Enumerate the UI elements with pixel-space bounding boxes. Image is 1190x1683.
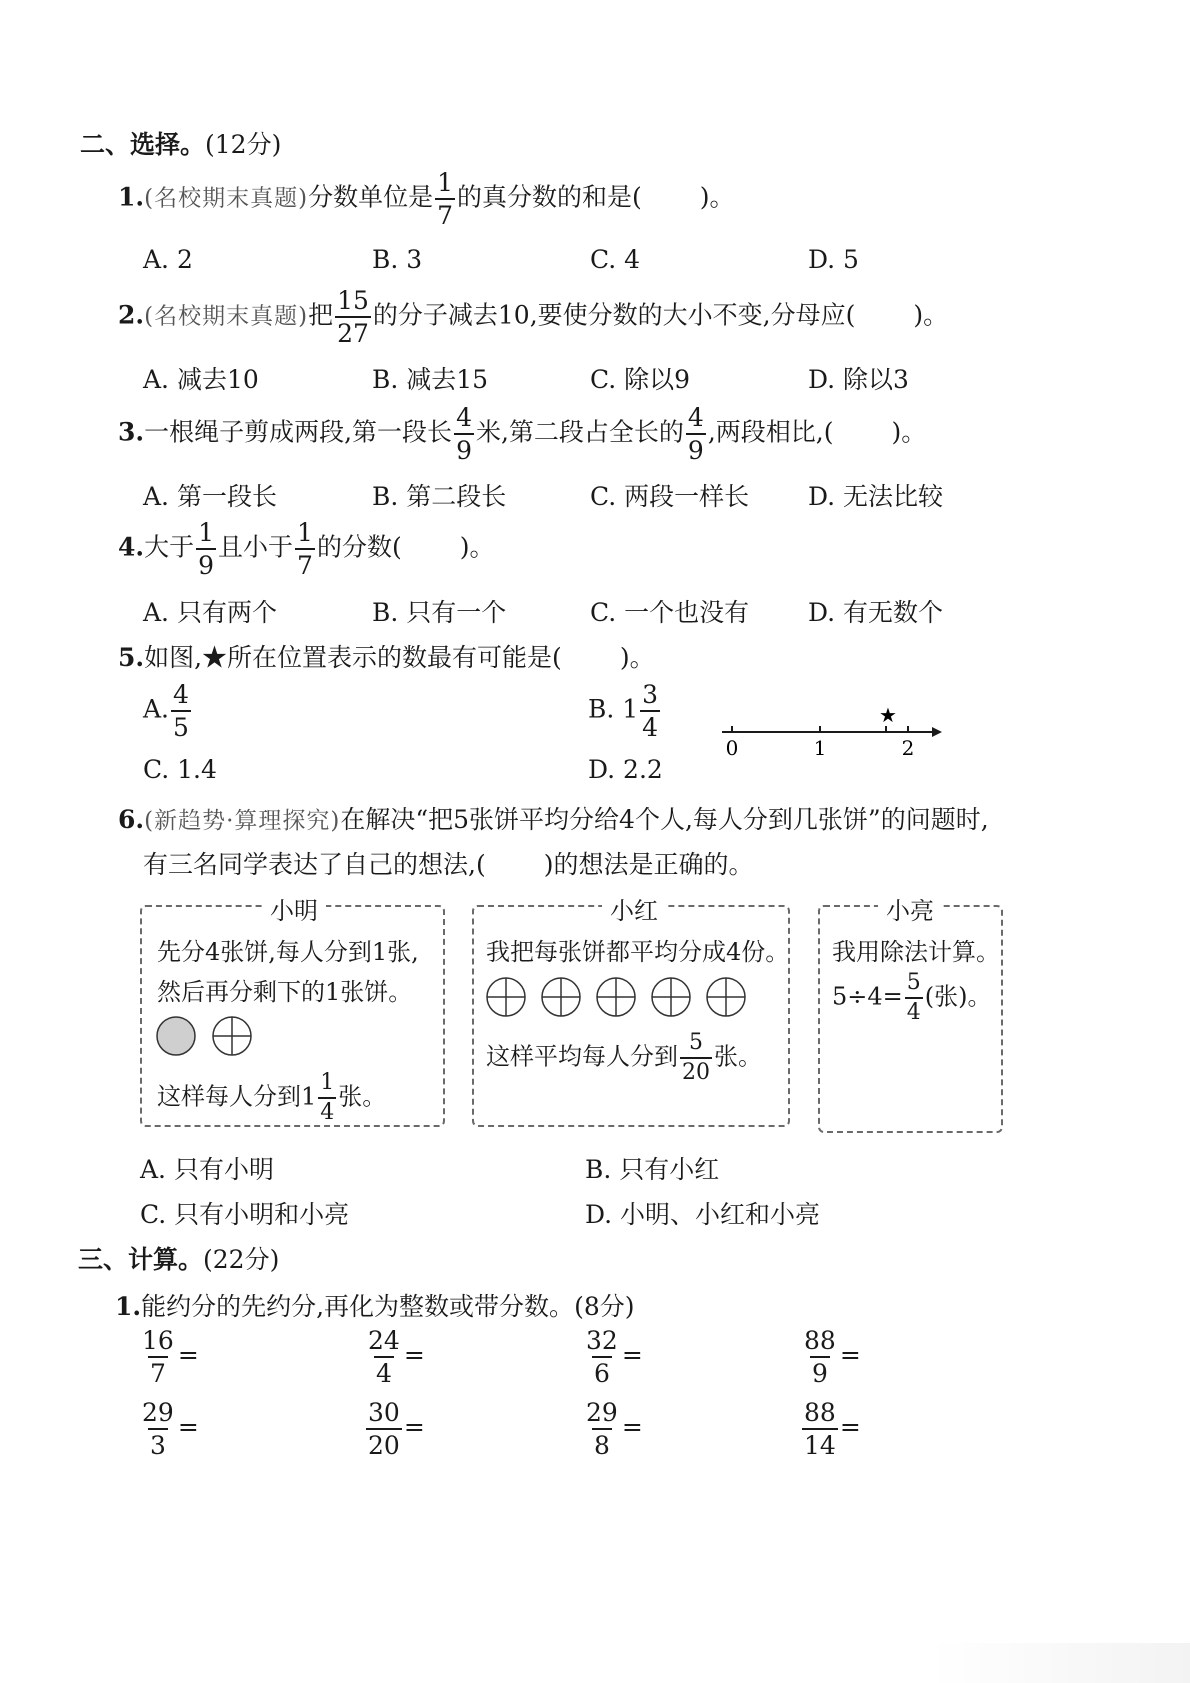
- number-line: [712, 700, 952, 765]
- question-1-tag: (名校期末真题): [144, 185, 309, 212]
- question-4-number: 4.: [118, 532, 145, 562]
- q2-option-d[interactable]: D. 除以3: [808, 365, 909, 394]
- quartered-cake-icon: [707, 978, 745, 1016]
- q5-option-b[interactable]: [588, 682, 662, 740]
- quartered-cake-icon: [487, 978, 525, 1016]
- q6-option-c[interactable]: C. 只有小明和小亮: [140, 1200, 350, 1229]
- q3-option-b[interactable]: B. 第二段长: [372, 482, 507, 511]
- page-corner-shade: [930, 1643, 1190, 1683]
- box-xiaoming: [140, 897, 445, 1127]
- question-3-text-pre: 一根绳子剪成两段,第一段长: [144, 417, 453, 447]
- q4-option-c[interactable]: C. 一个也没有: [590, 598, 750, 627]
- equals-sign: =: [403, 1412, 425, 1442]
- fraction-denominator: 5: [171, 710, 191, 740]
- question-6-number: 6.: [118, 805, 145, 834]
- box-xiaoming-line-3: [157, 1072, 386, 1124]
- fraction-denominator: 7: [148, 1356, 168, 1386]
- fraction-numerator: 16: [142, 1326, 174, 1355]
- question-6-tag: (新趋势·算理探究): [144, 808, 341, 834]
- calc-fraction: [140, 1328, 176, 1386]
- section-2-points: (12分): [205, 130, 282, 159]
- calc-fraction: [366, 1328, 402, 1386]
- fraction-denominator: 9: [810, 1356, 830, 1386]
- whole-cake-icon: [157, 1017, 195, 1055]
- question-5: [118, 638, 655, 674]
- fraction-numerator: 15: [337, 286, 369, 315]
- section-3-points: (22分): [203, 1245, 280, 1274]
- question-6-line-2-pre: 有三名同学表达了自己的想法,(: [143, 850, 486, 879]
- section-2-title: 二、选择。: [80, 130, 206, 159]
- fraction-denominator: 14: [802, 1428, 838, 1458]
- equals-sign: =: [403, 1340, 425, 1370]
- q5-option-a-fraction: [171, 682, 191, 740]
- question-6-line-2-post: )的想法是正确的。: [543, 850, 754, 879]
- box-xiaoliang-fraction: [905, 972, 923, 1024]
- q6-option-b[interactable]: B. 只有小红: [585, 1155, 720, 1184]
- q3-option-d[interactable]: D. 无法比较: [808, 482, 944, 511]
- calc-item[interactable]: [582, 1328, 643, 1386]
- q2-option-a[interactable]: A. 减去10: [143, 365, 259, 394]
- question-4-fraction-1: [196, 520, 216, 578]
- fraction-numerator: 1: [320, 1070, 335, 1095]
- fraction-numerator: 5: [906, 970, 921, 995]
- question-1-text-end: )。: [699, 182, 735, 212]
- q3-option-c[interactable]: C. 两段一样长: [590, 482, 750, 511]
- fraction-numerator: 4: [456, 403, 472, 432]
- question-3-text-end: )。: [891, 417, 927, 447]
- question-2-text-end: )。: [913, 300, 949, 330]
- question-3-text-mid: 米,第二段占全长的: [475, 417, 684, 447]
- equals-sign: =: [839, 1340, 861, 1370]
- question-5-text: 如图,★所在位置表示的数最有可能是(: [144, 643, 562, 672]
- fraction-denominator: 4: [905, 997, 923, 1024]
- fraction-numerator: 24: [368, 1326, 400, 1355]
- box-xiaoming-fraction: [318, 1072, 336, 1124]
- question-3-text-post: ,两段相比,(: [707, 417, 834, 447]
- fraction-denominator: 7: [295, 548, 315, 578]
- box-xiaoliang: [818, 897, 1003, 1133]
- fraction-denominator: 8: [592, 1428, 612, 1458]
- q2-option-b[interactable]: B. 减去15: [372, 365, 489, 394]
- box-xiaoliang-line-2: [832, 972, 992, 1024]
- q5-option-c[interactable]: C. 1.4: [143, 755, 217, 784]
- quartered-cake-icon: [652, 978, 690, 1016]
- box-xiaoliang-title: 小亮: [878, 891, 942, 926]
- fraction-numerator: 1: [198, 518, 215, 547]
- section-2-header: [80, 125, 281, 161]
- fraction-denominator: 4: [640, 710, 660, 740]
- box-xiaohong-fraction: [680, 1032, 712, 1084]
- calc-item[interactable]: [364, 1400, 425, 1458]
- q5-option-a-label: A.: [143, 694, 170, 724]
- quartered-cake-icon: [542, 978, 580, 1016]
- fraction-denominator: 9: [454, 433, 474, 463]
- calc-item[interactable]: [800, 1400, 861, 1458]
- fraction-denominator: 20: [680, 1057, 712, 1084]
- q1-option-b[interactable]: B. 3: [372, 245, 423, 274]
- box-xiaohong-title: 小红: [602, 891, 666, 926]
- question-4-text-mid: 且小于: [218, 532, 294, 562]
- q3-option-a[interactable]: A. 第一段长: [143, 482, 277, 511]
- quartered-cake-icon: [597, 978, 635, 1016]
- question-6-line-1: 在解决“把5张饼平均分给4个人,每人分到几张饼”的问题时,: [340, 805, 989, 834]
- fraction-denominator: 4: [318, 1097, 336, 1124]
- q5-option-d[interactable]: D. 2.2: [588, 755, 663, 784]
- fraction-denominator: 9: [196, 548, 216, 578]
- calc-item[interactable]: [800, 1328, 861, 1386]
- question-4-text-post: 的分数(: [316, 532, 402, 562]
- box-xiaoming-title: 小明: [262, 891, 326, 926]
- section-3-question-1: [115, 1287, 634, 1323]
- tick-label-1: 1: [813, 736, 827, 760]
- q1-option-a[interactable]: A. 2: [143, 245, 193, 274]
- fraction-numerator: 32: [586, 1326, 618, 1355]
- box-xiaoming-cakes: [155, 1015, 260, 1057]
- question-1-number: 1.: [118, 182, 145, 212]
- question-2-text-post: 的分子减去10,要使分数的大小不变,分母应(: [372, 300, 856, 330]
- calc-fraction: [584, 1400, 620, 1458]
- equals-sign: =: [177, 1340, 199, 1370]
- question-1-text-post: 的真分数的和是(: [456, 182, 642, 212]
- fraction-denominator: 4: [374, 1356, 394, 1386]
- calc-item[interactable]: [138, 1328, 199, 1386]
- section-3-title: 三、计算。: [78, 1245, 204, 1274]
- box-xiaohong-line-2-post: 张。: [714, 1042, 762, 1071]
- equals-sign: =: [177, 1412, 199, 1442]
- fraction-numerator: 29: [586, 1398, 618, 1427]
- calc-fraction: [366, 1400, 402, 1458]
- fraction-numerator: 4: [687, 403, 704, 432]
- fraction-numerator: 3: [642, 680, 659, 709]
- star-icon: ★: [879, 703, 897, 727]
- equals-sign: =: [621, 1340, 643, 1370]
- fraction-denominator: 7: [435, 198, 455, 228]
- question-2: [118, 288, 948, 346]
- box-xiaohong-line-2: [486, 1032, 762, 1084]
- fraction-numerator: 1: [437, 168, 453, 197]
- fraction-denominator: 6: [592, 1356, 612, 1386]
- box-xiaohong-line-2-pre: 这样平均每人分到: [486, 1042, 678, 1071]
- question-1-text-pre: 分数单位是: [308, 182, 434, 212]
- box-xiaoliang-line-2-post: (张)。: [924, 982, 992, 1011]
- s3-q1-points: (8分): [574, 1292, 635, 1321]
- question-2-fraction: [335, 288, 371, 346]
- fraction-numerator: 5: [689, 1030, 703, 1055]
- q5-option-a[interactable]: [143, 682, 193, 740]
- calc-item[interactable]: [582, 1400, 643, 1458]
- fraction-denominator: 20: [366, 1428, 402, 1458]
- box-xiaoming-line-1: 先分4张饼,每人分到1张,: [157, 938, 419, 966]
- fraction-numerator: 30: [368, 1398, 400, 1427]
- question-3-fraction-2: [686, 405, 706, 463]
- q4-option-b[interactable]: B. 只有一个: [372, 598, 507, 627]
- question-4: [118, 520, 494, 578]
- q1-option-c[interactable]: C. 4: [590, 245, 641, 274]
- fraction-numerator: 88: [804, 1326, 836, 1355]
- question-2-text-pre: 把: [308, 300, 334, 330]
- fraction-denominator: 9: [686, 433, 706, 463]
- q2-option-c[interactable]: C. 除以9: [590, 365, 691, 394]
- calc-fraction: [802, 1400, 838, 1458]
- question-3: [118, 405, 926, 463]
- box-xiaoming-line-2: 然后再分剩下的1张饼。: [157, 978, 413, 1006]
- question-4-fraction-2: [295, 520, 315, 578]
- s3-q1-number: 1.: [115, 1292, 142, 1321]
- box-xiaohong-line-1: 我把每张饼都平均分成4份。: [486, 938, 790, 966]
- q4-option-a[interactable]: A. 只有两个: [143, 598, 277, 627]
- q5-option-b-fraction: [640, 682, 660, 740]
- question-6: [118, 800, 989, 836]
- calc-fraction: [802, 1328, 838, 1386]
- question-5-number: 5.: [118, 643, 145, 672]
- s3-q1-text: 能约分的先约分,再化为整数或带分数。: [141, 1292, 575, 1321]
- fraction-denominator: 27: [335, 316, 371, 346]
- box-xiaoliang-line-1: 我用除法计算。: [832, 938, 1000, 966]
- fraction-numerator: 88: [804, 1398, 836, 1427]
- tick-label-2: 2: [901, 736, 915, 760]
- calc-item[interactable]: [138, 1400, 199, 1458]
- number-line-arrow: [932, 727, 942, 737]
- equals-sign: =: [839, 1412, 861, 1442]
- question-1: [118, 170, 735, 228]
- fraction-numerator: 4: [173, 680, 189, 709]
- fraction-denominator: 3: [148, 1428, 168, 1458]
- question-2-tag: (名校期末真题): [144, 303, 309, 330]
- q6-option-a[interactable]: A. 只有小明: [140, 1155, 274, 1184]
- question-5-text-end: )。: [619, 643, 655, 672]
- box-xiaohong-cakes: [484, 975, 764, 1019]
- question-4-text-pre: 大于: [144, 532, 195, 562]
- q6-option-d[interactable]: D. 小明、小红和小亮: [585, 1200, 821, 1229]
- question-3-fraction-1: [454, 405, 474, 463]
- section-3-header: [78, 1240, 279, 1276]
- tick-label-0: 0: [725, 736, 739, 760]
- calc-fraction: [140, 1400, 176, 1458]
- box-xiaoliang-line-2-pre: 5÷4=: [832, 982, 903, 1011]
- box-xiaohong: [472, 897, 790, 1127]
- equals-sign: =: [621, 1412, 643, 1442]
- q4-option-d[interactable]: D. 有无数个: [808, 598, 944, 627]
- calc-fraction: [584, 1328, 620, 1386]
- question-1-fraction: [435, 170, 455, 228]
- fraction-numerator: 29: [142, 1398, 174, 1427]
- question-4-text-end: )。: [459, 532, 495, 562]
- q1-option-d[interactable]: D. 5: [808, 245, 859, 274]
- calc-item[interactable]: [364, 1328, 425, 1386]
- fraction-numerator: 1: [297, 518, 313, 547]
- box-xiaoming-line-3-post: 张。: [338, 1082, 387, 1111]
- question-3-number: 3.: [118, 417, 145, 447]
- question-6-line-2: [143, 845, 753, 881]
- question-2-number: 2.: [118, 300, 145, 330]
- box-xiaoming-line-3-pre: 这样每人分到1: [157, 1082, 317, 1111]
- q5-option-b-label: B. 1: [588, 694, 639, 724]
